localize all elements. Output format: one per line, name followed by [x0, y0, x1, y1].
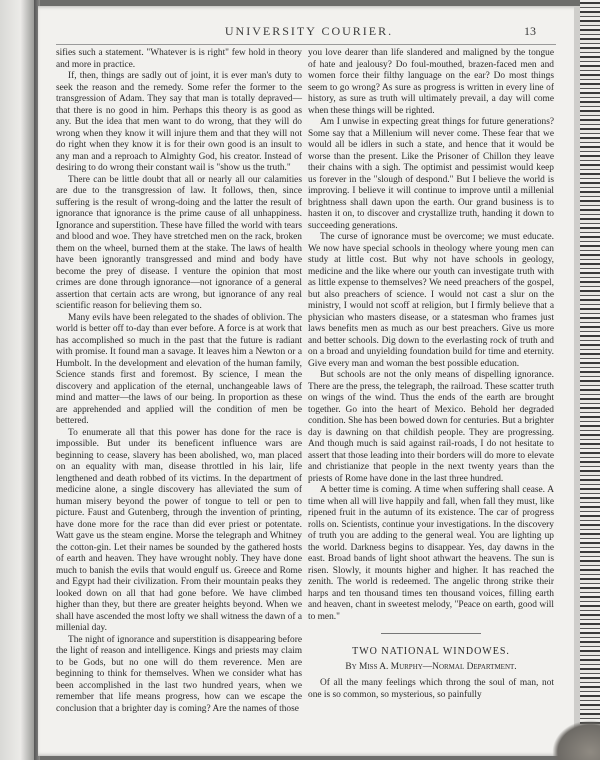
left-paragraph: The night of ignorance and superstition is disappearing before the light of reason and intelligence. Kings and priests may claim to be Gods, but no one will do them reverence. Men are beginning to think for themselves. When we consider what has been accomplished in the last two hundred years, when we remember that life means progress, how can we escape the conclusion that a brighter day is coming? Are the names of those: [56, 634, 302, 714]
header-rule: [56, 44, 556, 45]
newspaper-page: [38, 6, 580, 756]
thumb-shadow: [552, 720, 600, 760]
right-paragraph: The curse of ignorance must be overcome; we must educate. We now have special schools in theology where young men can study at little cost. But why not have schools in geology, medicine and the like where our youth can investigate truth with as little expense to themselves? We need preachers of the gospel, but also preachers of science. I would not cast a slur on the ministry, I would not scoff at religion, but I firmly believe that a physician who masters disease, or a statesman who frames just laws benefits men as much as our best preachers. Give us more and better schools. Dig down to the everlasting rock of truth and on a broad and unyielding foundation build for time and eternity. Give every man and woman the best possible education.: [308, 232, 554, 369]
right-column: [308, 48, 554, 701]
left-paragraph: sifies such a statement. "Whatever is is right" few hold in theory and more in practice.: [56, 48, 302, 70]
left-paragraph: To enumerate all that this power has done for the race is impossible. But under its beneficent influence wars are beginning to cease, slavery has been abolished, wo, man placed on an equality with man, disease throttled in his lair, life lengthened and death robbed of its victims. In the department of medicine alone, a single discovery has alleviated the sum of human misery beyond the power of tongue to tell or pen to picture. Faust and Gutenberg, through the invention of printing, have done more for the race than did ever priest or potentate. Watt gave us the steam engine. Morse the telegraph and Whitney the cotton-gin. Let their names be sounded by the gathered hosts of earth and heaven. They have wrought nobly. They have done much to banish the evils that would engulf us. Greece and Rome and Egypt had their civilization. From their mountain peaks they looked down on all that had gone before. We have climbed higher than they, but there are greater heights beyond. When we shall have ascended the most lofty we shall witness the dawn of a millenial day.: [56, 427, 302, 633]
left-column: [56, 48, 302, 715]
page-header-title: UNIVERSITY COURIER.: [224, 24, 394, 38]
right-paragraph: Am I unwise in expecting great things for future generations? Some say that a Millenium will never come. These fear that we would all be idlers in such a state, and hence that it would be worse than the present. Like the Prisoner of Chillon they leave their chains with a sigh. The optimist and pessimist would keep us forever in the "slough of despond." But I believe the world is improving. I believe it will continue to improve until a millenial brightness shall dawn upon the earth. Our grand business is to hasten it on, to discover and crystallize truth, handing it down to succeeding generations.: [308, 117, 554, 231]
next-article-opening: Of all the many feelings which throng the soul of man, not one is so common, so mysterious, so painfully: [308, 678, 554, 700]
stacked-page-edges: [580, 0, 600, 760]
right-paragraph: But schools are not the only means of dispelling ignorance. There are the press, the telegraph, the railroad. These scatter truth on wings of the wind. Thus the ends of the earth are brought together. Go into the heart of Mexico. Behold her degraded condition. She has been bowed down for centuries. But a brighter day is dawning on that childish people. They are progressing. And though much is said against rail-roads, I do not hesitate to assert that those leading into their borders will do more to elevate and christianize that people in the next twenty years than the priests of Rome have done in the last three hundred.: [308, 370, 554, 484]
article-divider: [381, 633, 481, 634]
right-paragraph: you love dearer than life slandered and maligned by the tongue of hate and jealousy? Do foul-mouthed, brazen-faced men and women force their filthy language on the ear? Do most things seem to go wrong? As sure as progress is written in every line of history, as sure as truth will ultimately prevail, a day will come when these things will be righted.: [308, 48, 554, 116]
left-paragraph: Many evils have been relegated to the shades of oblivion. The world is better off to-day than ever before. A force is at work that has accomplished so much in the past that the future is radiant with promise. It found man a savage. It leaves him a Newton or a Humbolt. In the development and elevation of the human family, Science stands first and foremost. By science, I mean the discovery and application of the eternal, unchangeable laws of mind and matter—the laws of our being. In proportion as these are apprehended and applied will the condition of men be bettered.: [56, 312, 302, 426]
left-paragraph: If, then, things are sadly out of joint, it is ever man's duty to seek the reason and the remedy. Some refer the former to the transgression of Adam. They say that man is totally depraved—that there is no good in him. Perhaps this theory is as good as any. But the idea that men want to do wrong, that they will do wrong when they know it will injure them and that they will not do right when they know it is for their own good is an insult to any man and a reproach to Almighty God, his creator. Instead of desiring to do wrong their constant wail is "show us the truth.": [56, 71, 302, 173]
previous-page-edge: [0, 0, 34, 760]
right-paragraph: A better time is coming. A time when suffering shall cease. A time when all will live happily and fall, when fall they must, like ripened fruit in the autumn of its existence. The car of progress rolls on. Scientists, continue your investigations. In the discovery of truth you are adding to the general weal. You are lighting up the world. Darkness begins to disappear. Yes, day dawns in the east. Broad bands of light shoot athwart the heavens. The sun is risen. Slowly, it mounts higher and higher. It has reached the zenith. The world is redeemed. The angelic throng strike their harps and ten thousand times ten thousand voices, filling earth and heaven, chant in sweetest melody, "Peace on earth, good will to men.": [308, 485, 554, 622]
next-article-title: TWO NATIONAL WINDOWES.: [352, 646, 510, 657]
next-article-byline: By Miss A. Murphy—Normal Department.: [345, 661, 517, 672]
page-number: 13: [524, 24, 536, 38]
left-paragraph: There can be little doubt that all or nearly all our calamities are due to the transgression of law. It follows, then, since suffering is the result of wrong-doing and the latter the result of ignorance that ignorance is the prime cause of all unhappiness. Ignorance and superstition. These have filled the world with tears and blood and woe. They have stretched men on the rack, broken them on the wheel, burned them at the stake. The laws of health have been ignorantly transgressed and mind and body have become the prey of disease. I venture the opinion that most crimes are done through ignorance—not ignorance of a general assertion that certain acts are wrong, but ignorance of any real scientific reason for believing them so.: [56, 174, 302, 311]
